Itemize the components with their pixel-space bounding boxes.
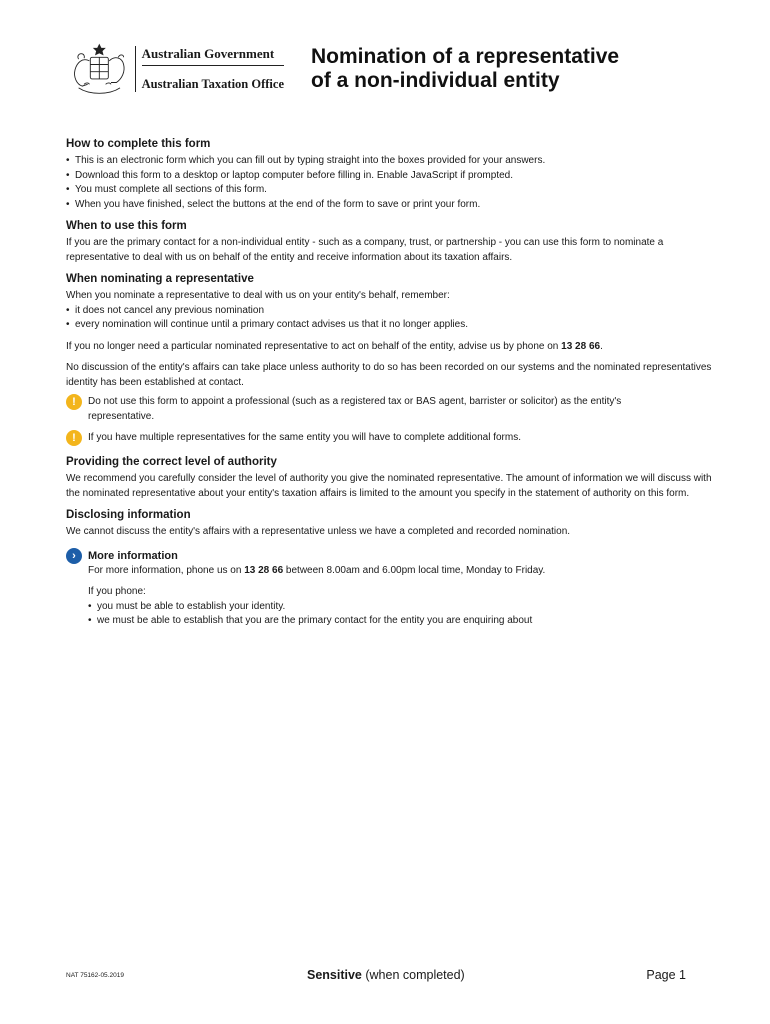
warning-note	[66, 395, 716, 424]
chevron-right-circle-icon: ›	[66, 548, 82, 564]
section-authority	[66, 455, 716, 501]
phone-number: 13 28 66	[244, 564, 284, 576]
paragraph: When you nominate a representative to deal with us on your entity's behalf, remember:	[66, 290, 450, 301]
list-item: • you must be able to establish your identity.	[88, 600, 545, 615]
phone-number: 13 28 66	[561, 340, 601, 352]
section-heading: How to complete this form	[66, 138, 211, 150]
section-heading: When nominating a representative	[66, 273, 254, 285]
paragraph	[88, 564, 545, 579]
list-item: • every nomination will continue until a primary contact advises us that it no longer applies.	[66, 318, 716, 333]
warning-text: Do not use this form to appoint a professional (such as a registered tax or BAS agent, barrister or solicitor) as the entity's representative.	[88, 396, 622, 422]
phone-list	[88, 600, 545, 629]
form-content	[66, 137, 716, 629]
paragraph	[66, 340, 716, 355]
coat-of-arms-icon	[66, 38, 133, 100]
list-item: • This is an electronic form which you can fill out by typing straight into the boxes provided for your answers.	[66, 154, 716, 169]
how-to-list	[66, 154, 716, 212]
section-when-to-use	[66, 219, 716, 265]
sensitivity-label	[307, 968, 465, 982]
ato-logo	[66, 38, 284, 100]
logo-ato: Australian Taxation Office	[141, 77, 284, 91]
paragraph: We recommend you carefully consider the level of authority you give the nominated representative. The amount of information we will discuss with the nominated representative about your entity's taxation affairs is limited to the amount you specify in the statement of authority on this form.	[66, 473, 712, 499]
text: between 8.00am and 6.00pm local time, Monday to Friday.	[283, 564, 546, 576]
title-line-2: of a non-individual entity	[311, 69, 560, 92]
list-item: • it does not cancel any previous nomination	[66, 304, 716, 319]
sensitive-text: Sensitive	[307, 968, 362, 982]
list-item: • Download this form to a desktop or laptop computer before filling in. Enable JavaScript if prompted.	[66, 169, 716, 184]
list-item: • When you have finished, select the buttons at the end of the form to save or print your form.	[66, 198, 716, 213]
page-title	[311, 45, 751, 93]
exclamation-circle-icon: !	[66, 394, 82, 410]
warning-text: If you have multiple representatives for the same entity you will have to complete additional forms.	[88, 432, 521, 443]
page-number: Page 1	[646, 968, 686, 982]
logo-text	[135, 46, 284, 92]
text: For more information, phone us on	[88, 564, 245, 576]
section-when-nominating	[66, 272, 716, 446]
section-heading: When to use this form	[66, 220, 187, 232]
paragraph: We cannot discuss the entity's affairs with a representative unless we have a completed and recorded nomination.	[66, 526, 571, 537]
when-completed-text: (when completed)	[361, 968, 465, 982]
more-information	[66, 549, 716, 629]
section-how-to	[66, 137, 716, 212]
page-footer	[66, 968, 686, 988]
paragraph: No discussion of the entity's affairs can take place unless authority to do so has been recorded on our systems and the nominated representatives identity has been established at contact.	[66, 362, 712, 388]
list-item: • You must complete all sections of this form.	[66, 183, 716, 198]
title-line-1: Nomination of a representative	[311, 45, 620, 68]
exclamation-circle-icon: !	[66, 430, 82, 446]
paragraph: If you are the primary contact for a non-individual entity - such as a company, trust, or partnership - you can use this form to nominate a representative to deal with us on behalf of the entity and receive information about its taxation affairs.	[66, 237, 664, 263]
section-heading: Providing the correct level of authority	[66, 456, 277, 468]
text: If you no longer need a particular nominated representative to act on behalf of the entity, advise us by phone on	[66, 340, 562, 352]
nominating-list	[66, 304, 716, 333]
section-disclosing	[66, 508, 716, 540]
list-item: • we must be able to establish that you are the primary contact for the entity you are enquiring about	[88, 614, 545, 629]
more-info-heading: More information	[88, 549, 178, 562]
more-info-body	[88, 549, 545, 629]
form-code: NAT 75162-05.2019	[66, 972, 124, 979]
paragraph: If you phone:	[88, 586, 146, 597]
text: .	[600, 340, 603, 352]
warning-note	[66, 431, 716, 446]
logo-government: Australian Government	[142, 46, 284, 66]
section-heading: Disclosing information	[66, 509, 191, 521]
